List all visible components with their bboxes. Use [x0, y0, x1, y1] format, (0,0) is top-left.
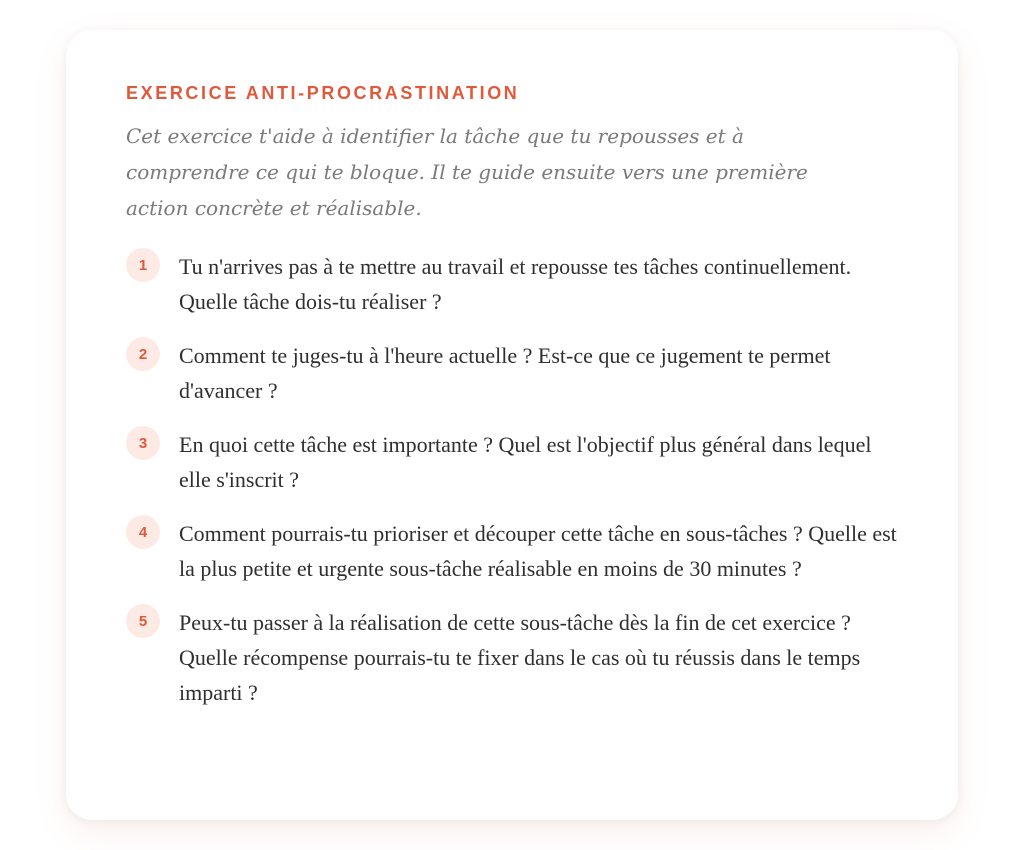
- step-question: Comment pourrais-tu prioriser et découper cette tâche en sous-tâches ? Quelle est la plus petite et urgente sous-tâche réalisable en moins de 30 minutes ?: [179, 521, 897, 581]
- step-item-5: [126, 608, 898, 710]
- step-item-2: [126, 341, 898, 408]
- step-item-4: [126, 519, 898, 586]
- step-item-3: [126, 430, 898, 497]
- step-number-badge: 1: [126, 248, 160, 282]
- step-question: Peux-tu passer à la réalisation de cette sous-tâche dès la fin de cet exercice ? Quelle récompense pourrais-tu te fixer dans le cas où tu réussis dans le temps imparti ?: [179, 610, 861, 705]
- step-number-badge: 3: [126, 426, 160, 460]
- step-number-badge: 2: [126, 337, 160, 371]
- exercise-intro: Cet exercice t'aide à identifier la tâche que tu repousses et à comprendre ce qui te bloque. Il te guide ensuite vers une première action concrète et réalisable.: [126, 124, 808, 220]
- step-number-badge: 4: [126, 515, 160, 549]
- step-question: Tu n'arrives pas à te mettre au travail et repousse tes tâches continuellement. Quelle tâche dois-tu réaliser ?: [179, 254, 852, 314]
- exercise-title: EXERCICE ANTI-PROCRASTINATION: [126, 83, 520, 103]
- step-number-badge: 5: [126, 604, 160, 638]
- exercise-card: [66, 30, 958, 820]
- step-question: Comment te juges-tu à l'heure actuelle ? Est-ce que ce jugement te permet d'avancer ?: [179, 343, 831, 403]
- step-question: En quoi cette tâche est importante ? Quel est l'objectif plus général dans lequel elle s'inscrit ?: [179, 432, 872, 492]
- step-list: [126, 252, 898, 710]
- step-item-1: [126, 252, 898, 319]
